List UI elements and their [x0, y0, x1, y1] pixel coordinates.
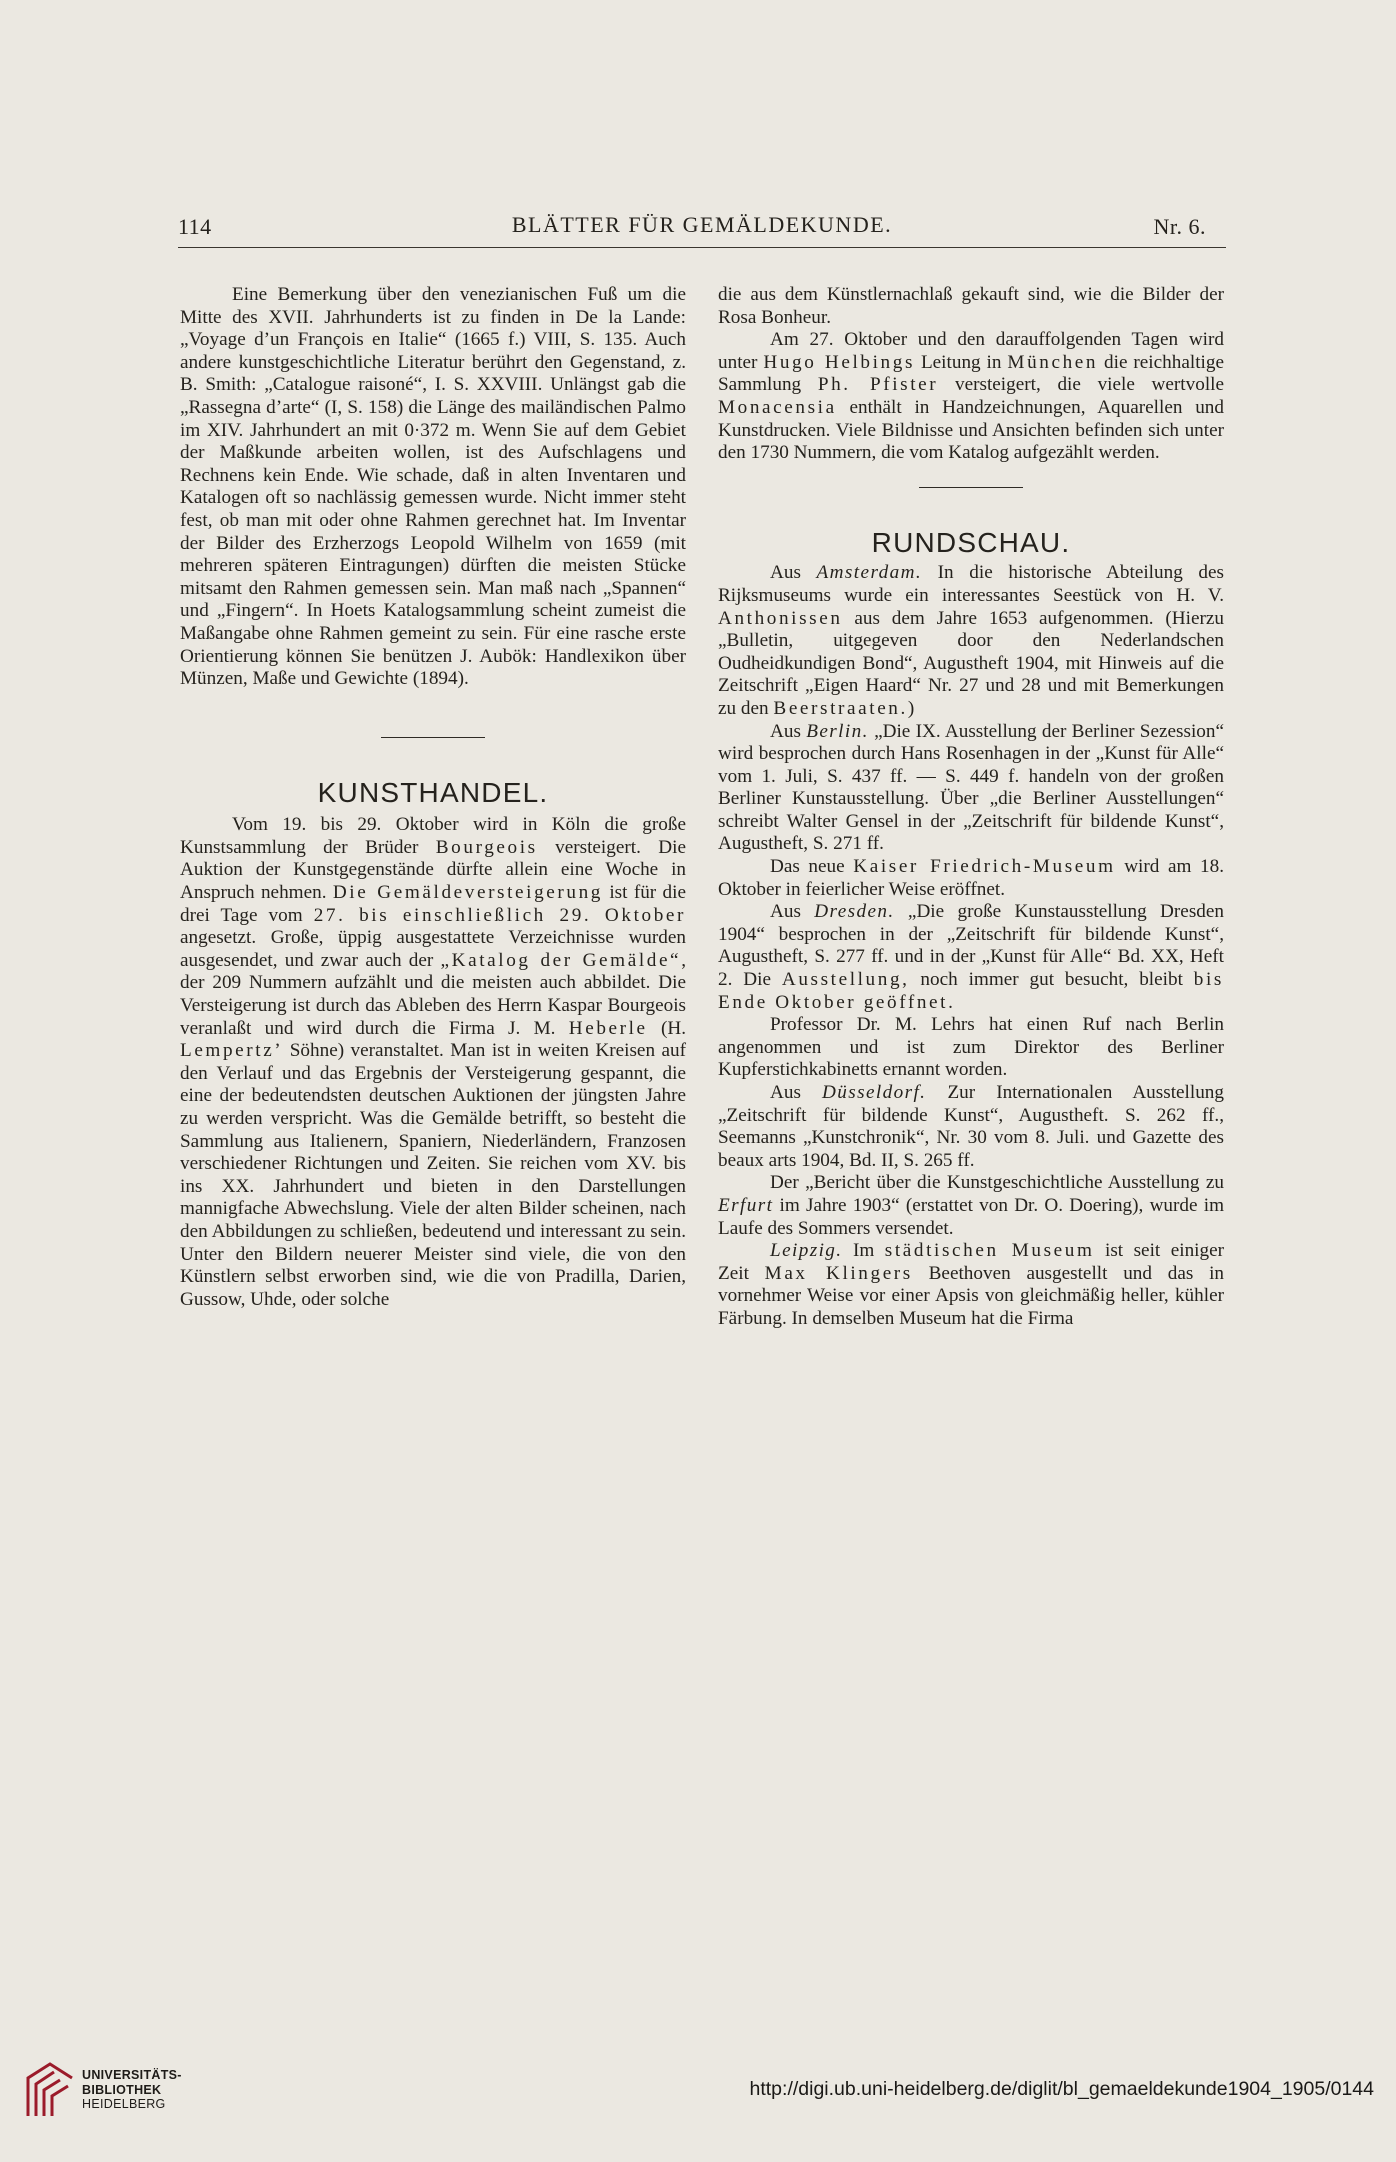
place-name: Dresden. [814, 901, 895, 923]
paragraph-bourgeois-auction [180, 814, 686, 1311]
text-run: ist für die drei Tage vom [180, 882, 686, 926]
text-run: Vom 19. bis 29. Oktober wird in Köln die große Kunstsammlung der Brüder [180, 814, 686, 858]
running-header [178, 212, 1226, 246]
place-name: Erfurt [718, 1194, 774, 1216]
spaced-phrase: „Katalog der Gemälde“ [440, 949, 682, 971]
issue-number: Nr. 6. [1153, 214, 1206, 239]
spaced-name: Anthonissen [718, 607, 843, 629]
text-run: (H. [647, 1017, 687, 1039]
text-run: Am 27. Oktober und den darauffolgenden Tagen wird unter [718, 329, 1224, 373]
text-run: Im [842, 1240, 885, 1262]
spaced-name: Max Klingers [764, 1262, 913, 1284]
spaced-phrase: 27. bis einschließlich 29. Oktober [313, 904, 686, 926]
library-name-line: UNIVERSITÄTS- [82, 2068, 182, 2082]
text-run: Aus [770, 901, 815, 923]
place-name: Amsterdam. [816, 562, 923, 584]
text-run: Zur Internationalen Ausstellung „Zeitschrift für bildende Kunst“, Augustheft. S. 262 ff., Seemanns „Kunstchronik“, Nr. 30 vom 8. Juli. und Gazette des beaux arts 1904, Bd. II, S. 265 ff. [718, 1082, 1224, 1171]
text-run: Beethoven ausgestellt und das in vornehmer Weise vor einer Apsis von gleichmäßig heller, kühler Färbung. In demselben Museum hat die Firma [718, 1262, 1224, 1329]
text-run: versteigert. Die Auktion der Kunstgegenstände dürfte allein eine Woche in Anspruch nehmen. [180, 836, 686, 904]
text-run: , der 209 Nummern aufzählt und die meisten auch abbildet. Die Versteigerung ist durch das Ableben des Herrn Kaspar Bourgeois veranlaßt und wird durch die Firma J. M. [180, 949, 686, 1039]
text-run: aus dem Jahre 1653 aufgenommen. (Hierzu „Bulletin, uitgegeven door den Nederlandschen Oudheidkundigen Bond“, Augustheft 1904, mit Hinweis auf die Zeitschrift „Eigen Haard“ Nr. 27 und 28 und mit Bemerkungen zu den [718, 607, 1224, 719]
section-title-kunsthandel: KUNSTHANDEL. [317, 776, 549, 808]
spaced-name: Lempertz’ [180, 1040, 284, 1062]
library-name-line: HEIDELBERG [82, 2097, 166, 2111]
left-column [180, 284, 686, 1311]
text-run: noch immer gut besucht, bleibt [909, 969, 1194, 991]
spaced-name: Bourgeois [435, 836, 538, 858]
spaced-phrase: Ausstellung, [781, 969, 910, 991]
text-run: im Jahre 1903“ (erstattet von Dr. O. Doering), wurde im Laufe des Sommers versendet. [718, 1194, 1224, 1239]
text-run: ) [907, 697, 915, 719]
text-run: In die historische Abteilung des Rijksmuseums wurde ein interessantes Seestück von H. V. [718, 562, 1224, 606]
section-title-rundschau: RUNDSCHAU. [871, 526, 1071, 558]
place-name: Düsseldorf. [821, 1082, 927, 1103]
paragraph-duesseldorf [718, 1082, 1224, 1172]
text-run: „Die IX. Ausstellung der Berliner Sezession“ wird besprochen durch Hans Rosenhagen in der „Kunst für Alle“ vom 1. Juli, S. 437 ff. — S. 449 f. handeln von der großen Berliner Kunstausstellung. Über „die Berliner Ausstellungen“ schreibt Walter Gensel in der „Zeitschrift für bildende Kunst“, Augustheft, S. 271 ff. [718, 720, 1224, 855]
spaced-name: Monacensia [718, 396, 837, 418]
spaced-phrase: Die Gemäldeversteigerung [332, 882, 603, 904]
text-run: Das neue [770, 856, 854, 878]
library-name [82, 2068, 182, 2112]
text-run: enthält in Handzeichnungen, Aquarellen und Kunstdrucken. Viele Bildnisse und Ansichten befinden sich unter den 1730 Nummern, die vom Katalog aufgezählt werden. [718, 396, 1224, 464]
paragraph-leipzig [718, 1240, 1224, 1330]
spaced-name: Beerstraaten. [773, 697, 908, 719]
library-emblem-icon [20, 2058, 80, 2122]
spaced-phrase: bis Ende Oktober geöffnet. [718, 969, 1224, 1013]
source-url-link[interactable]: http://digi.ub.uni-heidelberg.de/diglit/bl_gemaeldekunde1904_1905/0144 [749, 2078, 1374, 2100]
right-column [718, 284, 1224, 1331]
paragraph-kaiser-friedrich-museum [718, 856, 1224, 901]
text-run: Aus [770, 720, 807, 742]
text-run: Aus [770, 562, 817, 584]
paragraph-mass-units: Eine Bemerkung über den venezianischen Fuß um die Mitte des XVII. Jahrhunderts ist zu finden in De la Lande: „Voyage d’un François en Italie“ (1665 f.) VIII, S. 135. Auch andere kunstgeschichtliche Literatur berührt den Gegenstand, z. B. Smith: „Catalogue raisoné“, I. S. XXVIII. Unlängst gab die „Rassegna d’arte“ (I, S. 158) die Länge des mailändischen Palmo im XIV. Jahrhundert an mit 0·372 m. Wenn Sie auf dem Gebiet der Maßkunde arbeiten wollen, ist des Aufschlagens und Rechnens kein Ende. Wie schade, daß in alten Inventaren und Katalogen oft so nachlässig gemessen wurde. Nicht immer steht fest, ob man mit oder ohne Rahmen gerechnet hat. Im Inventar der Bilder des Erzherzogs Leopold Wilhelm von 1659 (mit mehreren späteren Eintragungen) dürften die meisten Stücke mitsamt den Rahmen gemessen sein. Man maß nach „Spannen“ und „Fingern“. In Hoets Katalogsammlung scheint zumeist die Maßangabe ohne Rahmen gemeint zu sein. Für eine rasche erste Orientierung können Sie benützen J. Aubök: Handlexikon über Münzen, Maße und Gewichte (1894). [180, 284, 686, 690]
text-run: wird am 18. Oktober in feierlicher Weise eröffnet. [718, 856, 1224, 900]
place-name: Berlin. [806, 720, 869, 742]
spaced-name: Heberle [568, 1017, 648, 1039]
spaced-name: Hugo Helbings [763, 351, 916, 373]
place-name: Leipzig. [770, 1240, 843, 1262]
text-run: Aus [770, 1082, 822, 1103]
journal-title: BLÄTTER FÜR GEMÄLDEKUNDE. [511, 212, 893, 237]
text-run: Der „Bericht über die Kunstgeschichtliche Ausstellung zu [770, 1172, 1224, 1194]
spaced-phrase: städtischen Museum [884, 1240, 1095, 1262]
library-logo[interactable] [20, 2058, 200, 2122]
paragraph-lehrs: Professor Dr. M. Lehrs hat einen Ruf nach Berlin angenommen und ist zum Direktor des Berliner Kupferstichkabinetts ernannt worden. [718, 1014, 1224, 1081]
spaced-name: Ph. Pfister [817, 374, 939, 396]
text-run: „Die große Kunstausstellung Dresden 1904“ besprochen in der „Zeitschrift für bildende Kunst“, Augustheft, S. 277 ff. und in der „Kunst für Alle“ Bd. XX, Heft 2. Die [718, 901, 1224, 991]
library-name-line: BIBLIOTHEK [82, 2082, 162, 2097]
text-run: versteigert, die viele wertvolle [938, 374, 1224, 396]
paragraph-erfurt [718, 1172, 1224, 1240]
paragraph-amsterdam [718, 562, 1224, 720]
text-run: Leitung in [915, 351, 1008, 373]
text-run: Söhne) veranstaltet. Man ist in weiten Kreisen auf den Verlauf und das Ergebnis der Versteigerung gespannt, die eine der bedeutendsten deutschen Auktionen der jüngsten Jahre zu werden verspricht. Was die Gemälde betrifft, so besteht die Sammlung aus Italienern, Spaniern, Niederländern, Franzosen verschiedener Richtungen und Zeiten. Sie reichen vom XV. bis ins XX. Jahrhundert und bieten in den Darstellungen mannigfache Abwechslung. Viele der alten Bilder scheinen, nach den Abbildungen zu schließen, bedeutend und interessant zu sein. Unter den Bildern neuerer Meister sind viele, die von den Künstlern selbst erworben sind, wie die von Pradilla, Darien, Gussow, Uhde, oder solche [180, 1040, 686, 1310]
page-number: 114 [178, 214, 212, 239]
paragraph-helbing-auction [718, 329, 1224, 465]
text-run: ist seit einiger Zeit [718, 1240, 1224, 1284]
paragraph-dresden [718, 901, 1224, 1014]
header-rule [178, 247, 1226, 248]
paragraph-continuation: die aus dem Künstlernachlaß gekauft sind, wie die Bilder der Rosa Bonheur. [718, 284, 1224, 328]
text-run: angesetzt. Große, üppig ausgestattete Verzeichnisse wurden ausgesendet, und zwar auch der [180, 927, 686, 971]
text-run: die reichhaltige Sammlung [718, 351, 1224, 396]
spaced-name: Kaiser Friedrich-Museum [853, 856, 1116, 878]
paragraph-berlin [718, 721, 1224, 857]
spaced-name: München [1007, 351, 1099, 373]
